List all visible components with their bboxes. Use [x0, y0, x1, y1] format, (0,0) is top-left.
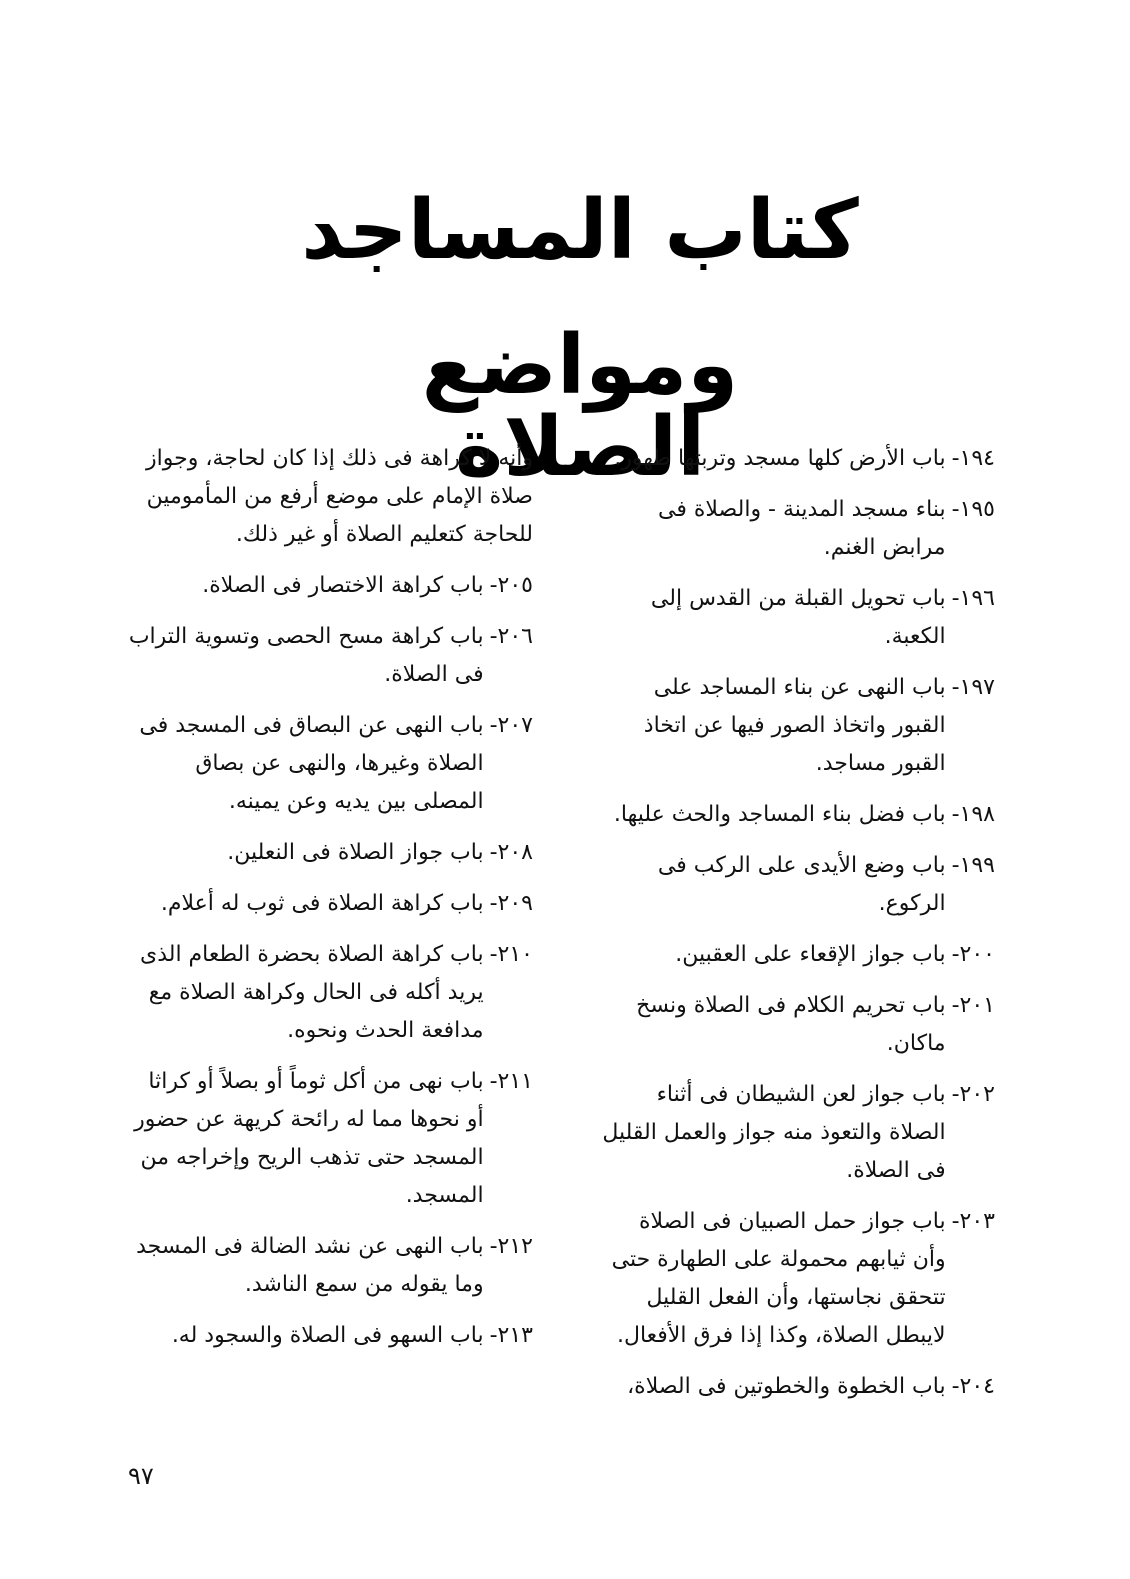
left-entries [128, 567, 533, 1355]
entry-number: ٢٠٠- [951, 942, 995, 967]
entry-text: باب النهى عن البصاق فى المسجد فى الصلاة وغيرها، والنهى عن بصاق المصلى بين يديه وعن يمينه. [139, 713, 484, 814]
chapter-entry [600, 669, 995, 783]
entry-number: ٢١٣- [489, 1323, 533, 1348]
entry-text: باب كراهة الصلاة بحضرة الطعام الذى يريد أكله فى الحال وكراهة الصلاة مع مدافعة الحدث ونحوه. [139, 942, 484, 1043]
chapter-entry [600, 1203, 995, 1355]
entry-number: ١٩٤- [951, 446, 995, 471]
page-number: ٩٧ [128, 1462, 154, 1490]
chapter-entry [128, 936, 533, 1050]
entry-number: ٢٠٣- [951, 1209, 995, 1234]
entry-number: ٢١١- [489, 1069, 533, 1094]
entry-number: ٢٠١- [951, 993, 995, 1018]
entry-text: باب النهى عن نشد الضالة فى المسجد وما يقوله من سمع الناشد. [136, 1234, 484, 1297]
chapter-entry [600, 1368, 995, 1406]
entry-text: باب كراهة الاختصار فى الصلاة. [202, 573, 484, 598]
entry-number: ١٩٨- [951, 802, 995, 827]
entry-number: ٢٠٩- [489, 891, 533, 916]
entry-number: ٢٠٧- [489, 713, 533, 738]
chapter-entry [128, 707, 533, 821]
entry-number: ١٩٩- [951, 853, 995, 878]
entry-text: باب الأرض كلها مسجد وتربتها طهور. [614, 446, 946, 471]
entry-number: ٢١٠- [489, 942, 533, 967]
entry-text: باب جواز حمل الصبيان فى الصلاة وأن ثيابهم محمولة على الطهارة حتى تتحقق نجاستها، وأن الفعل القليل لايبطل الصلاة، وكذا إذا فرق الأفعال. [611, 1209, 946, 1348]
entry-text: باب النهى عن بناء المساجد على القبور واتخاذ الصور فيها عن اتخاذ القبور مساجد. [643, 675, 946, 776]
chapter-entry [600, 440, 995, 478]
chapter-entry [600, 987, 995, 1063]
chapter-entry [128, 618, 533, 694]
chapter-title-line-2: ومواضع الصلاة [421, 318, 739, 495]
chapter-entry [600, 847, 995, 923]
left-column [128, 440, 533, 1368]
right-column [600, 440, 995, 1419]
chapter-entry [600, 1076, 995, 1190]
entry-text: باب وضع الأيدى على الركب فى الركوع. [657, 853, 946, 916]
chapter-entry [128, 1228, 533, 1304]
entry-text: باب فضل بناء المساجد والحث عليها. [613, 802, 946, 827]
entry-number: ٢٠٨- [489, 840, 533, 865]
chapter-entry [128, 834, 533, 872]
entry-number: ١٩٧- [951, 675, 995, 700]
entry-text: باب تحريم الكلام فى الصلاة ونسخ ماكان. [636, 993, 946, 1056]
entry-text: باب جواز الصلاة فى النعلين. [227, 840, 484, 865]
chapter-entry [600, 491, 995, 567]
entry-text: باب جواز لعن الشيطان فى أثناء الصلاة والتعوذ منه جواز والعمل القليل فى الصلاة. [602, 1082, 946, 1183]
chapter-entry [600, 936, 995, 974]
chapter-entry [128, 567, 533, 605]
entry-number: ٢٠٢- [951, 1082, 995, 1107]
chapter-title-line-1: كتاب المساجد [301, 183, 859, 278]
chapter-entry [600, 580, 995, 656]
chapter-entry [600, 796, 995, 834]
chapter-entry [128, 1063, 533, 1215]
entry-text: باب تحويل القبلة من القدس إلى الكعبة. [650, 586, 946, 649]
entry-text: بناء مسجد المدينة - والصلاة فى مرابض الغنم. [658, 497, 946, 560]
entry-number: ٢١٢- [489, 1234, 533, 1259]
entry-text: باب السهو فى الصلاة والسجود له. [171, 1323, 484, 1348]
entry-text: باب نهى من أكل ثوماً أو بصلاً أو كراثا أو نحوها مما له رائحة كريهة عن حضور المسجد حتى تذهب الريح وإخراجه من المسجد. [134, 1069, 484, 1208]
continuation-paragraph: وأنه لا كراهة فى ذلك إذا كان لحاجة، وجواز صلاة الإمام على موضع أرفع من المأمومين للحاجة كتعليم الصلاة أو غير ذلك. [146, 446, 533, 547]
entry-number: ١٩٥- [951, 497, 995, 522]
entry-number: ١٩٦- [951, 586, 995, 611]
entry-number: ٢٠٥- [489, 573, 533, 598]
entry-number: ٢٠٦- [489, 624, 533, 649]
entry-text: باب كراهة مسح الحصى وتسوية التراب فى الصلاة. [128, 624, 484, 687]
entry-text: باب جواز الإقعاء على العقبين. [675, 942, 946, 967]
chapter-entry [128, 1317, 533, 1355]
chapter-entry [128, 885, 533, 923]
entry-text: باب الخطوة والخطوتين فى الصلاة، [627, 1374, 946, 1399]
entry-number: ٢٠٤- [951, 1374, 995, 1399]
entry-text: باب كراهة الصلاة فى ثوب له أعلام. [160, 891, 484, 916]
